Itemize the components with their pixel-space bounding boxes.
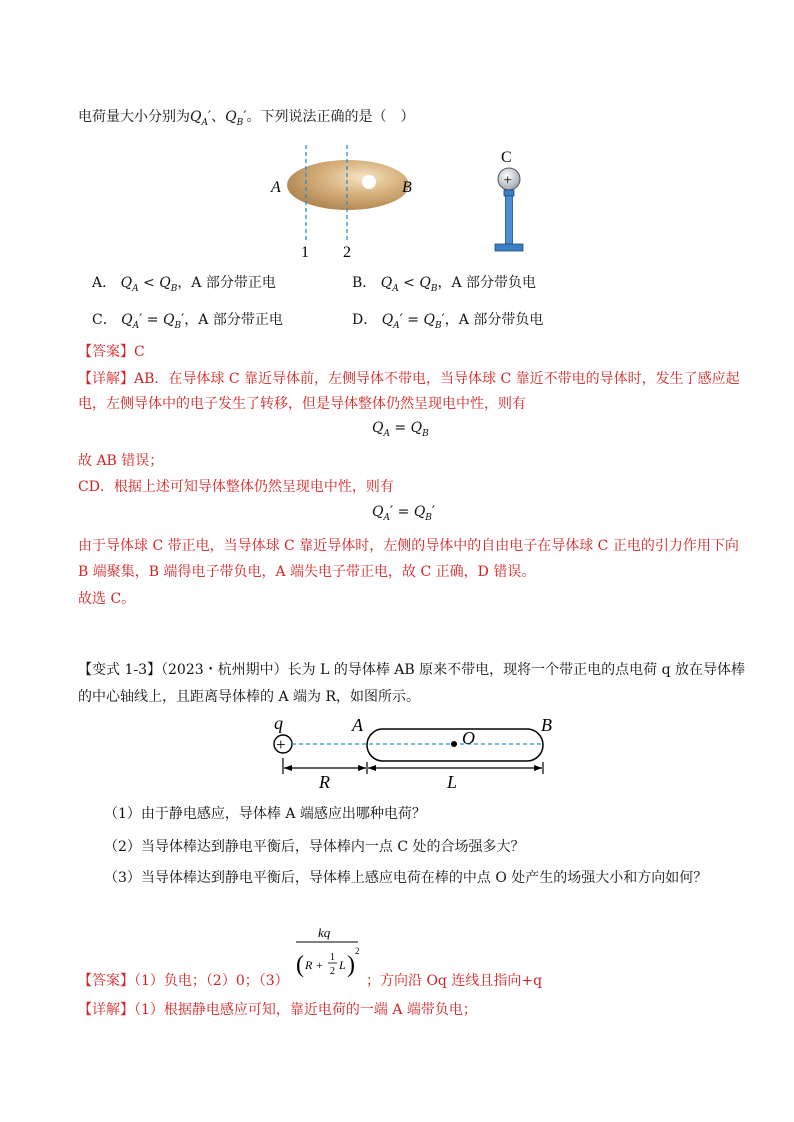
subquestion-1: （1）由于静电感应，导体棒 A 端感应出哪种电荷？: [104, 806, 426, 822]
option-b[interactable]: B． $Q_A < Q_B$，A 部分带负电: [352, 275, 537, 294]
label-o: O: [462, 728, 475, 748]
arrow-r-left: [284, 765, 292, 771]
paren-right: ): [347, 952, 355, 978]
half-numerator: 1: [330, 952, 335, 963]
equation-1: $Q_A = Q_B$: [372, 420, 429, 439]
equation-2: $Q_A' = Q_B'$: [372, 504, 436, 523]
answer-2: 【答案】（1）负电；（2）0；（3）: [78, 973, 289, 989]
detail-1-line-7: 故选 C。: [78, 591, 136, 607]
label-rod-b: B: [541, 715, 552, 735]
question-intro: 电荷量大小分别为$Q_A'$、$Q_B'$。下列说法正确的是（ ）: [78, 109, 415, 128]
detail-1-line-2: 电，左侧导体中的电子发生了转移，但是导体整体仍然呈现电中性，则有: [78, 396, 526, 412]
label-q: q: [274, 713, 283, 733]
arrow-l-right: [534, 765, 542, 771]
stand-base: [495, 244, 523, 251]
midpoint-o: [451, 741, 457, 747]
conductor-body: [287, 160, 409, 210]
fraction-numerator: kq: [318, 925, 331, 940]
detail-1-line-4: CD．根据上述可知导体整体仍然呈现电中性，则有: [78, 479, 394, 495]
paren-left: (: [296, 952, 304, 978]
denominator-left: R +: [305, 958, 324, 972]
figure-conductor: [260, 145, 550, 265]
option-a[interactable]: A． $Q_A < Q_B$，A 部分带正电: [92, 275, 276, 294]
detail-1-line-1: 【详解】AB．在导体球 C 靠近导体前，左侧导体不带电，当导体球 C 靠近不带电的导体时，发生了感应起: [78, 371, 740, 387]
plus-sign-q: +: [276, 735, 286, 754]
conductor-highlight: [362, 175, 376, 189]
figure-rod: [265, 712, 565, 794]
label-r: R: [319, 772, 330, 792]
subquestion-2: （2）当导体棒达到静电平衡后，导体棒内一点 C 处的合场强多大？: [104, 839, 525, 855]
line-label-1: 1: [301, 244, 309, 261]
detail-1-line-5: 由于导体球 C 带正电，当导体球 C 靠近导体时，左侧的导体中的自由电子在导体球 C 正电的引力作用下向: [78, 538, 739, 554]
label-b: B: [402, 179, 412, 196]
line-label-2: 2: [343, 244, 351, 261]
variant-line-1: 【变式 1-3】（2023・杭州期中）长为 L 的导体棒 AB 原来不带电，现将一个带正电的点电荷 q 放在导体棒: [78, 662, 745, 678]
answer-1: 【答案】C: [78, 344, 145, 360]
option-d[interactable]: D． $Q_A' = Q_B'$，A 部分带负电: [352, 312, 544, 331]
arrow-r-right: [358, 765, 366, 771]
detail-2: 【详解】（1）根据静电感应可知，靠近电荷的一端 A 端带负电；: [78, 1002, 477, 1018]
option-c[interactable]: C． $Q_A' = Q_B'$，A 部分带正电: [92, 312, 283, 331]
denominator-right: L: [339, 958, 346, 972]
variant-line-2: 的中心轴线上，且距离导体棒的 A 端为 R，如图所示。: [78, 689, 421, 705]
square-exponent: 2: [355, 946, 360, 956]
label-l: L: [447, 772, 458, 792]
answer-2-tail: ；方向沿 Oq 连线且指向+q: [366, 973, 543, 989]
stand-collar: [504, 190, 514, 196]
subquestion-3: （3）当导体棒达到静电平衡后，导体棒上感应电荷在棒的中点 O 处产生的场强大小和方向如何？: [104, 870, 708, 886]
label-c: C: [501, 149, 512, 166]
detail-1-line-6: B 端聚集，B 端得电子带负电，A 端失电子带正电，故 C 正确，D 错误。: [78, 564, 536, 580]
plus-sign-c: +: [503, 172, 512, 189]
label-rod-a: A: [352, 715, 363, 735]
arrow-l-left: [368, 765, 376, 771]
detail-1-line-3: 故 AB 错误；: [78, 453, 164, 469]
half-denominator: 2: [330, 966, 335, 977]
stand-pole: [506, 196, 513, 244]
label-a: A: [271, 179, 281, 196]
answer-fraction: [292, 922, 364, 988]
